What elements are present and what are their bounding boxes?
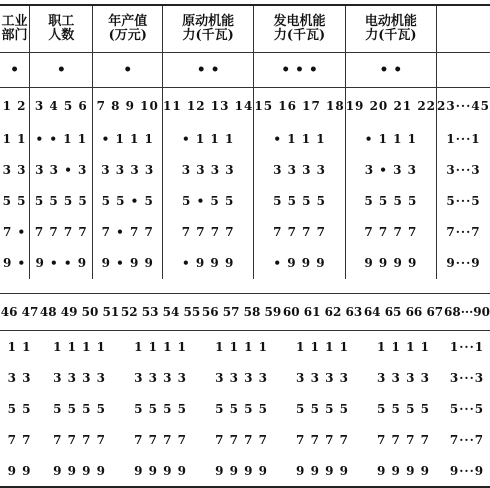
table-cell: 3 • 3 3 [345,155,436,186]
table-cell: 9 9 [0,455,39,487]
table-row [0,424,490,455]
index-cell: 11 12 13 14 [163,88,254,124]
table-cell: 9···9 [437,248,490,279]
table-cell: 1 1 1 1 [296,339,349,354]
header-prime-mover: 原动机能 力(千瓦) [163,5,254,53]
table-cell: 1 1 1 1 [134,339,188,354]
table-cell: 7 7 7 7 [254,217,345,248]
table-cell: • • 1 1 [30,124,93,155]
table-cell: 5 • 5 5 [163,186,254,217]
table-cell: • 1 1 1 [345,124,436,155]
table-cell: 5 5 5 5 [254,186,345,217]
dot-cell [437,53,490,88]
table-cell: 9 9 9 9 [39,455,120,487]
table-cell: 9 9 9 9 [345,248,436,279]
table-cell: 5 5 5 5 [377,401,430,416]
table-cell: 3 3 3 3 [134,370,188,385]
table-cell: 9 9 9 9 [120,455,201,487]
table-cell: 7 7 7 7 [163,217,254,248]
index-cell: 52 53 54 55 [120,294,201,331]
table-cell: 5 5 5 5 [296,401,349,416]
table-cell: 3 3 [7,370,32,385]
table-cell: • 1 1 1 [93,124,163,155]
table-cell: 7 7 7 7 [215,432,268,447]
dot-cell: • [0,53,30,88]
table-cell: 7···7 [449,432,485,447]
header-department: 工业 部门 [0,5,30,53]
table-cell: 3 3 3 3 [296,370,349,385]
index-cell: 64 65 66 67 [363,294,444,331]
table-row [0,455,490,487]
table-row [0,331,490,363]
table-cell: 5 5 5 5 [134,401,188,416]
code-table-top [0,4,490,279]
table-cell: 9 • 9 9 [93,248,163,279]
header-output-value: 年产值 (万元) [93,5,163,53]
table-cell: 1···1 [437,124,490,155]
table-row [0,124,490,155]
table-cell: 5 5 [2,194,27,208]
table-cell: 3 3 3 3 [215,370,268,385]
table-cell: 7 7 7 7 [296,432,349,447]
index-cell: 56 57 58 59 [201,294,282,331]
table-cell: 1 1 1 1 [377,339,430,354]
table-cell: 3 3 3 3 [254,155,345,186]
table-cell: 1···1 [449,339,485,354]
table-cell: 3···3 [449,370,485,385]
table-cell: • 9 9 9 [163,248,254,279]
table-cell: 5 5 [7,401,32,416]
table-cell: 7···7 [437,217,490,248]
table-cell: 3 3 3 3 [377,370,430,385]
table-cell: 7 7 7 7 [53,432,107,447]
table-cell: 9···9 [444,455,490,487]
table-cell: 5 5 5 5 [215,401,268,416]
index-cell: 19 20 21 22 [345,88,436,124]
table-cell: 5 5 • 5 [93,186,163,217]
dot-cell: • [30,53,93,88]
table-row [0,393,490,424]
table-cell: 7 7 7 7 [30,217,93,248]
code-table-bottom [0,293,490,488]
table-cell: 3 3 3 3 [53,370,107,385]
table-cell: 5 5 5 5 [53,401,107,416]
table-cell: • 1 1 1 [254,124,345,155]
index-cell: 68···90 [444,294,490,331]
table-cell: 5 5 5 5 [345,186,436,217]
table-cell: 3 3 • 3 [30,155,93,186]
table-cell: 7 7 7 7 [134,432,188,447]
table-cell: 9 9 9 9 [282,455,363,487]
header-generator: 发电机能 力(千瓦) [254,5,345,53]
dot-cell: • [93,53,163,88]
table-cell: 5···5 [437,186,490,217]
dot-cell: • • [163,53,254,88]
table-cell: 7 7 7 7 [345,217,436,248]
index-cell: 1 2 [2,98,27,113]
index-cell: 60 61 62 63 [282,294,363,331]
table-cell: 3 3 [2,163,27,177]
header-employees: 职工 人数 [30,5,93,53]
table-cell: 9 • [2,256,27,270]
header-motor: 电动机能 力(千瓦) [345,5,436,53]
header-extra [437,5,490,53]
table-row [0,217,490,248]
index-cell: 3 4 5 6 [30,88,93,124]
table-cell: 7 • 7 7 [93,217,163,248]
dot-cell: • • • [254,53,345,88]
table-cell: 5···5 [449,401,485,416]
index-row-2 [0,294,490,331]
index-cell: 23···45 [437,88,490,124]
index-cell: 46 47 [0,294,39,331]
index-cell: 15 16 17 18 [254,88,345,124]
table-cell: • 9 9 9 [254,248,345,279]
index-cell: 48 49 50 51 [39,294,120,331]
dot-row [0,53,490,88]
table-row [0,186,490,217]
table-cell: 3 3 3 3 [93,155,163,186]
table-cell: 1 1 [7,339,32,354]
table-cell: 3 3 3 3 [163,155,254,186]
dot-cell: • • [345,53,436,88]
table-cell: 1 1 1 1 [53,339,107,354]
table-cell: • 1 1 1 [163,124,254,155]
table-cell: 1 1 [2,132,27,146]
table-row [0,248,490,279]
table-cell: 7 7 [7,432,32,447]
index-row [0,88,490,124]
table-cell: 5 5 5 5 [30,186,93,217]
table-cell: 9 • • 9 [30,248,93,279]
table-cell: 9 9 9 9 [363,455,444,487]
table-cell: 7 • [2,225,27,239]
table-row [0,155,490,186]
index-cell: 7 8 9 10 [93,88,163,124]
table-cell: 1 1 1 1 [215,339,268,354]
table-cell: 7 7 7 7 [377,432,430,447]
table-cell: 3···3 [437,155,490,186]
table-row [0,362,490,393]
header-row [0,5,490,53]
table-cell: 9 9 9 9 [201,455,282,487]
